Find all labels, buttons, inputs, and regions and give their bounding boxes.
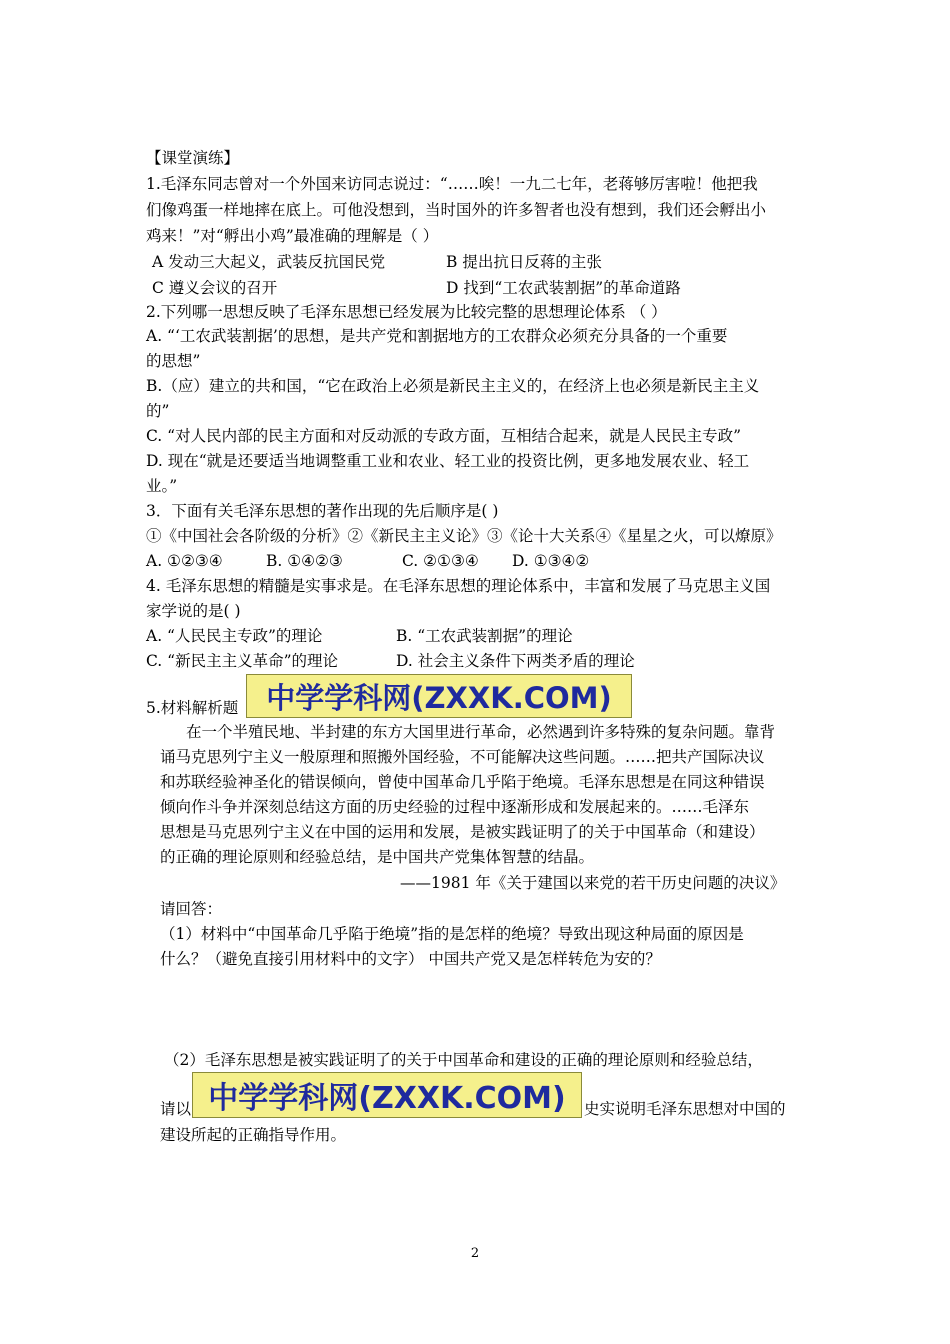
watermark-banner: 中学学科网(ZXXK.COM) [246, 674, 632, 718]
q2-option-c: C. “对人民内部的民主方面和对反动派的专政方面，互相结合起来，就是人民民主专政” [146, 427, 742, 445]
material-source: ——1981 年《关于建国以来党的若干历史问题的决议》 [400, 874, 786, 892]
section-title: 【课堂演练】 [146, 149, 240, 167]
q2-option-b-line1: B.（应）建立的共和国，“它在政治上必须是新民主主义的，在经济上也必须是新民主主义 [146, 377, 760, 395]
q2-stem: 2.下列哪一思想反映了毛泽东思想已经发展为比较完整的思想理论体系 （ ） [146, 303, 667, 321]
q4-option-a: A. “人民民主专政”的理论 [146, 627, 323, 645]
q3-items: ①《中国社会各阶级的分析》②《新民主主义论》③《论十大关系④《星星之火，可以燎原》 [146, 527, 782, 545]
q4-option-b: B. “工农武装割据”的理论 [396, 627, 573, 645]
q2-option-a-line1: A. “‘工农武装割据’的思想，是共产党和割据地方的工农群众必须充分具备的一个重要 [146, 327, 728, 345]
q2-option-b-line2: 的” [146, 402, 170, 420]
q2-option-a-line2: 的思想” [146, 352, 201, 370]
material-line3: 和苏联经验神圣化的错误倾向，曾使中国革命几乎陷于绝境。毛泽东思想是在同这种错误 [160, 773, 765, 791]
q1-stem-line3: 鸡来！”对“孵出小鸡”最准确的理解是（ ） [146, 227, 439, 245]
subquestion-2-line3: 建设所起的正确指导作用。 [160, 1126, 347, 1144]
subquestion-2-prefix: 请以 [160, 1100, 192, 1118]
page-number: 2 [470, 1246, 480, 1261]
q5-label: 5.材料解析题 [146, 699, 239, 717]
q3-option-c: C. ②①③④ [402, 552, 479, 570]
material-line1: 在一个半殖民地、半封建的东方大国里进行革命，必然遇到许多特殊的复杂问题。靠背 [186, 723, 776, 741]
q1-option-a: A 发动三大起义，武装反抗国民党 [152, 253, 386, 271]
q3-option-d: D. ①③④② [512, 552, 590, 570]
q3-option-a: A. ①②③④ [146, 552, 223, 570]
subquestion-2-suffix: 史实说明毛泽东思想对中国的 [584, 1100, 786, 1118]
subquestion-1-line1: （1）材料中“中国革命几乎陷于绝境”指的是怎样的绝境？导致出现这种局面的原因是 [160, 925, 744, 943]
q4-stem-line1: 4. 毛泽东思想的精髓是实事求是。在毛泽东思想的理论体系中，丰富和发展了马克思主义国 [146, 577, 771, 595]
material-line4: 倾向作斗争并深刻总结这方面的历史经验的过程中逐渐形成和发展起来的。……毛泽东 [160, 798, 750, 816]
answer-prompt: 请回答： [160, 900, 223, 918]
q1-option-d: D 找到“工农武装割据”的革命道路 [446, 279, 681, 297]
q1-stem-line2: 们像鸡蛋一样地摔在底上。可他没想到，当时国外的许多智者也没有想到，我们还会孵出小 [146, 201, 767, 219]
q1-option-c: C 遵义会议的召开 [152, 279, 278, 297]
watermark-banner-2: 中学学科网(ZXXK.COM) [192, 1072, 582, 1118]
q3-option-b: B. ①④②③ [266, 552, 343, 570]
q3-stem: 3．下面有关毛泽东思想的著作出现的先后顺序是( ) [146, 502, 499, 520]
q2-option-d-line1: D. 现在“就是还要适当地调整重工业和农业、轻工业的投资比例，更多地发展农业、轻工 [146, 452, 750, 470]
subquestion-1-line2: 什么？（避免直接引用材料中的文字） 中国共产党又是怎样转危为安的？ [160, 950, 661, 968]
q1-stem-line1: 1.毛泽东同志曾对一个外国来访同志说过：“……唉！一九二七年，老蒋够厉害啦！他把我 [146, 175, 758, 193]
q1-option-b: B 提出抗日反蒋的主张 [446, 253, 602, 271]
material-line5: 思想是马克思列宁主义在中国的运用和发展，是被实践证明了的关于中国革命（和建设） [160, 823, 765, 841]
q4-option-c: C. “新民主主义革命”的理论 [146, 652, 339, 670]
q4-option-d: D. 社会主义条件下两类矛盾的理论 [396, 652, 635, 670]
material-line6: 的正确的理论原则和经验总结，是中国共产党集体智慧的结晶。 [160, 848, 595, 866]
q4-stem-line2: 家学说的是( ) [146, 602, 241, 620]
material-line2: 诵马克思列宁主义一般原理和照搬外国经验，不可能解决这些问题。……把共产国际决议 [160, 748, 765, 766]
q2-option-d-line2: 业。” [146, 477, 178, 495]
subquestion-2-line1: （2）毛泽东思想是被实践证明了的关于中国革命和建设的正确的理论原则和经验总结， [164, 1051, 763, 1069]
